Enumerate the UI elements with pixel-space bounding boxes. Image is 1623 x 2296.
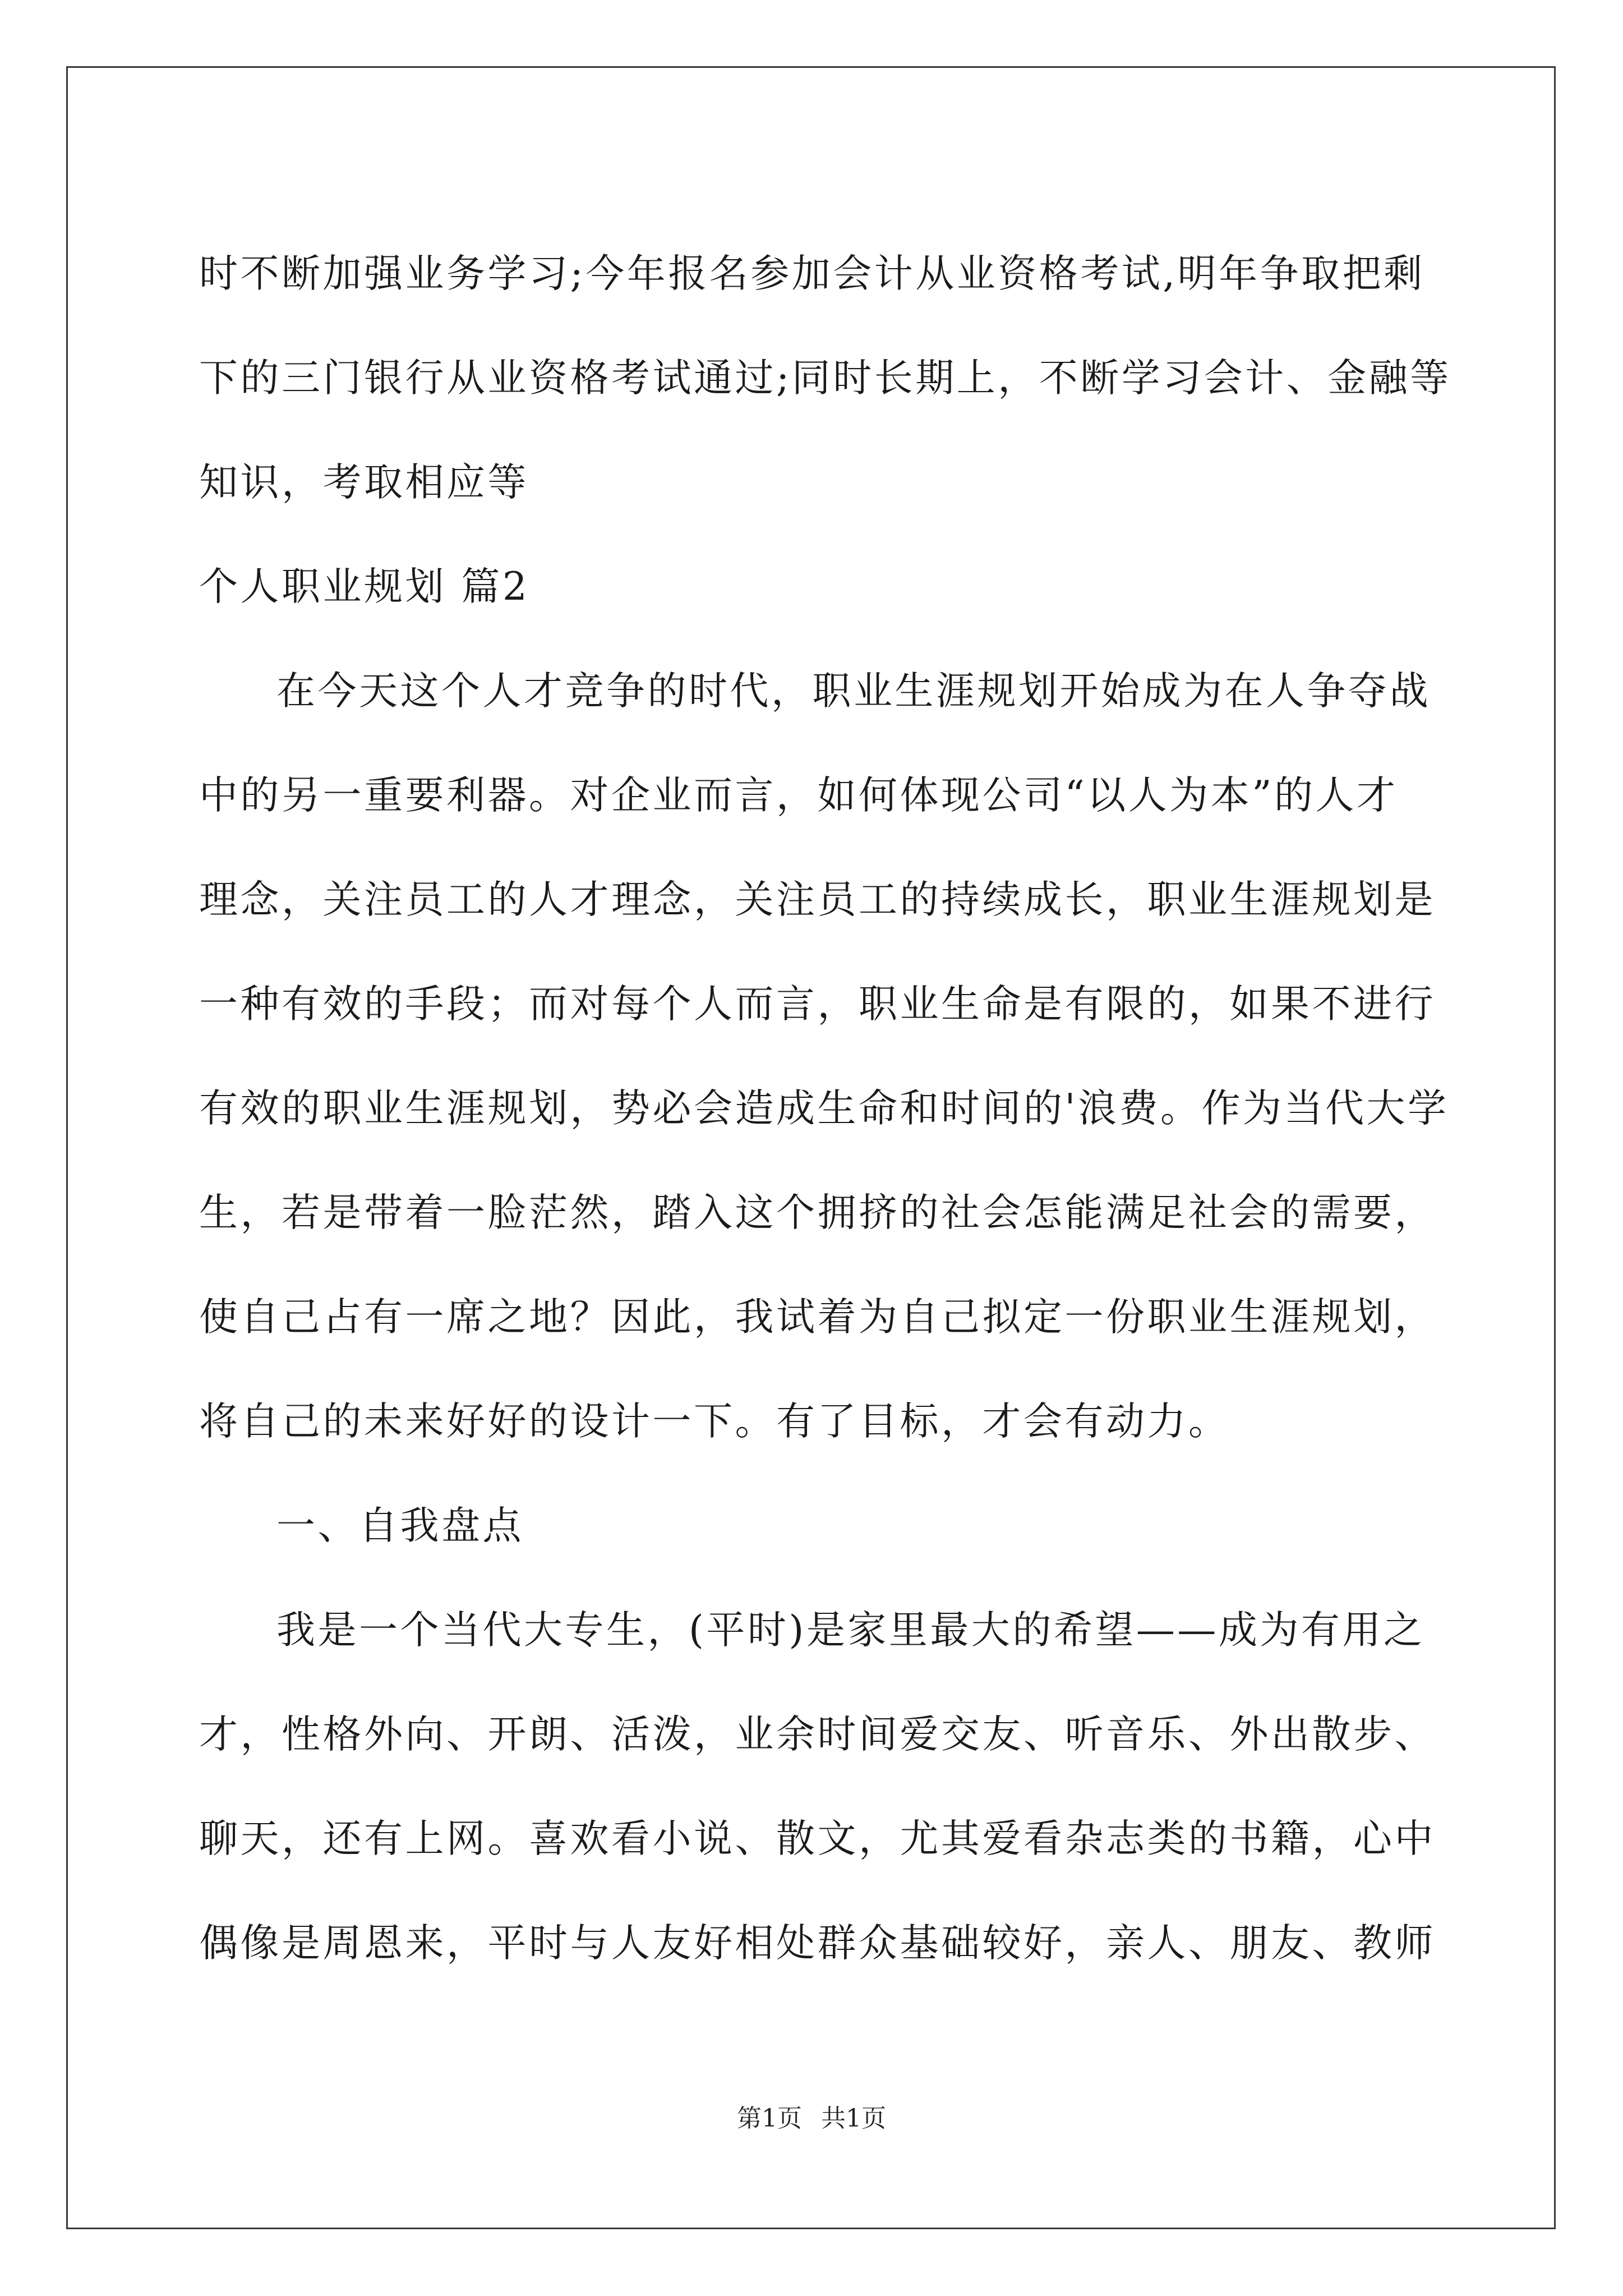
text-line: 生，若是带着一脸茫然，踏入这个拥挤的社会怎能满足社会的需要， — [199, 1190, 1436, 1235]
text-line: 偶像是周恩来，平时与人友好相处群众基础较好，亲人、朋友、教师 — [199, 1921, 1436, 1966]
text-line: 理念，关注员工的人才理念，关注员工的持续成长，职业生涯规划是 — [199, 877, 1436, 922]
text-line: 将自己的未来好好的设计一下。有了目标，才会有动力。 — [199, 1399, 1230, 1444]
text-line: 知识，考取相应等 — [199, 460, 529, 505]
text-line: 下的三门银行从业资格考试通过;同时长期上，不断学习会计、金融等 — [199, 356, 1451, 401]
section-heading: 个人职业规划 篇2 — [199, 564, 530, 609]
page-number: 第1页 — [737, 2104, 802, 2133]
text-line: 一种有效的手段；而对每个人而言，职业生命是有限的，如果不进行 — [199, 982, 1436, 1027]
page-footer — [0, 2098, 1623, 2134]
paragraph-start: 我是一个当代大专生，(平时)是家里最大的希望——成为有用之 — [276, 1608, 1425, 1653]
text-line: 时不断加强业务学习;今年报名参加会计从业资格考试,明年争取把剩 — [199, 251, 1425, 296]
text-line: 有效的职业生涯规划，势必会造成生命和时间的'浪费。作为当代大学 — [199, 1086, 1449, 1131]
text-line: 使自己占有一席之地？因此，我试着为自己拟定一份职业生涯规划， — [199, 1295, 1436, 1340]
document-body — [199, 222, 1451, 1995]
text-line: 聊天，还有上网。喜欢看小说、散文，尤其爱看杂志类的书籍，心中 — [199, 1816, 1436, 1861]
page-total: 共1页 — [821, 2104, 886, 2133]
text-line: 才，性格外向、开朗、活泼，业余时间爱交友、听音乐、外出散步、 — [199, 1712, 1436, 1757]
text-line: 中的另一重要利器。对企业而言，如何体现公司“以人为本”的人才 — [199, 773, 1398, 818]
paragraph-start: 在今天这个人才竞争的时代，职业生涯规划开始成为在人争夺战 — [276, 669, 1431, 714]
subsection-heading: 一、自我盘点 — [276, 1503, 524, 1548]
